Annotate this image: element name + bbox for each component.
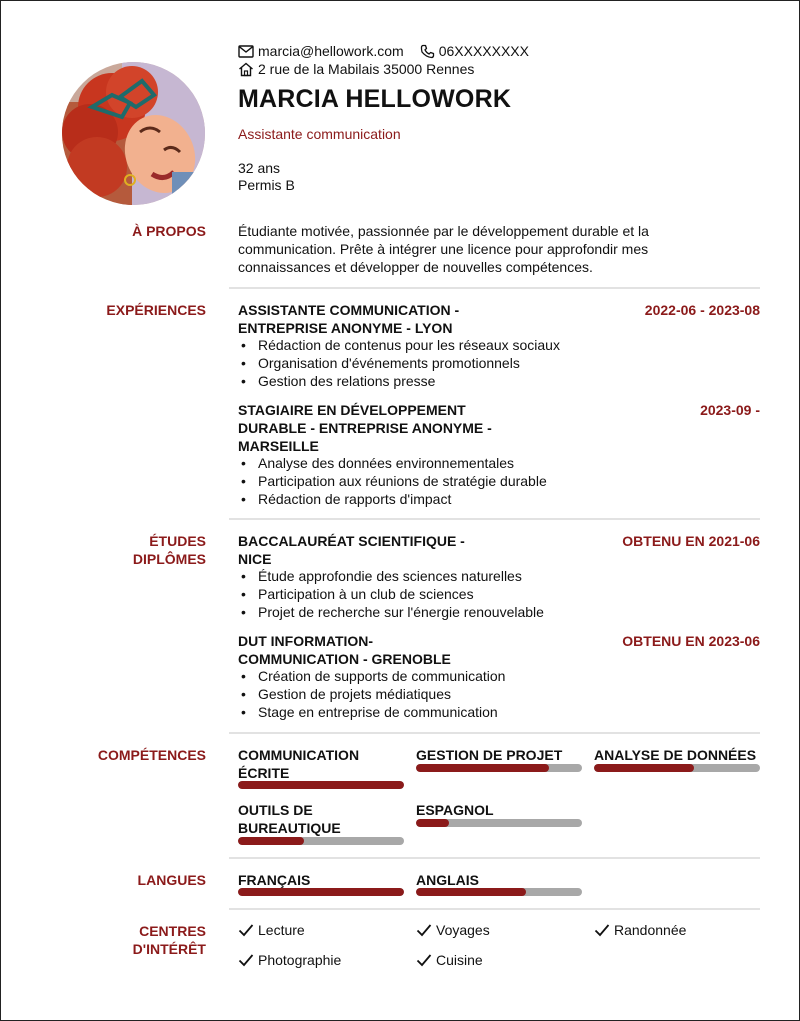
- skill-item: [238, 746, 404, 782]
- education-entry: [238, 632, 760, 721]
- language-item: [238, 871, 404, 889]
- education-entry: [238, 532, 760, 621]
- skill-level-fill: [238, 781, 404, 789]
- list-item: • Stage en entreprise de communication: [238, 704, 760, 722]
- language-level-fill: [238, 888, 404, 896]
- entry-title: DUT INFORMATION-COMMUNICATION - GRENOBLE: [238, 633, 451, 667]
- checkmark-icon: [594, 923, 610, 937]
- list-item: • Participation aux réunions de stratégie durable: [238, 473, 760, 491]
- language-level-bar: [416, 888, 582, 896]
- section-label-line: CENTRES: [139, 923, 206, 939]
- interest-label: Randonnée: [614, 922, 687, 938]
- section-label-interests: [61, 922, 206, 958]
- address-text: 2 rue de la Mabilais 35000 Rennes: [258, 61, 475, 77]
- section-divider: [229, 287, 760, 289]
- interest-item: [416, 922, 490, 938]
- entry-title: BACCALAURÉAT SCIENTIFIQUE - NICE: [238, 533, 465, 567]
- section-label-experiences: EXPÉRIENCES: [106, 302, 206, 318]
- interest-label: Lecture: [258, 922, 305, 938]
- section-label-languages: LANGUES: [137, 872, 206, 888]
- profile-avatar: [62, 62, 205, 205]
- skill-name: OUTILS DE BUREAUTIQUE: [238, 802, 341, 836]
- skill-level-bar: [416, 819, 582, 827]
- license-text: Permis B: [238, 177, 295, 193]
- list-item: • Analyse des données environnementales: [238, 455, 760, 473]
- skill-name: COMMUNICATION ÉCRITE: [238, 747, 360, 781]
- section-label-line: DIPLÔMES: [132, 551, 206, 567]
- checkmark-icon: [238, 923, 254, 937]
- skill-level-fill: [238, 837, 304, 845]
- skill-level-fill: [416, 819, 449, 827]
- list-item: • Rédaction de rapports d'impact: [238, 491, 760, 509]
- list-item: • Création de supports de communication: [238, 668, 760, 686]
- list-item: • Projet de recherche sur l'énergie renouvelable: [238, 604, 760, 622]
- skill-level-bar: [416, 764, 582, 772]
- checkmark-icon: [238, 953, 254, 967]
- language-item: [416, 871, 582, 889]
- job-title: Assistante communication: [238, 126, 401, 142]
- candidate-name: MARCIA HELLOWORK: [238, 85, 512, 113]
- list-item: • Organisation d'événements promotionnels: [238, 355, 760, 373]
- list-item: • Gestion de projets médiatiques: [238, 686, 760, 704]
- skill-level-bar: [594, 764, 760, 772]
- email-contact[interactable]: [238, 43, 404, 59]
- mail-icon: [238, 45, 254, 58]
- age-text: 32 ans: [238, 160, 281, 176]
- about-text: Étudiante motivée, passionnée par le développement durable et la communication. Prête à intégrer une licence pour approfondir mes connaissances et développer de nouvelles compétences.: [238, 223, 649, 275]
- phone-contact[interactable]: [420, 43, 529, 59]
- bullet-list: [238, 455, 760, 508]
- contact-row-top: [238, 42, 545, 60]
- entry-title: ASSISTANTE COMMUNICATION - ENTREPRISE ANONYME - LYON: [238, 302, 460, 336]
- section-label-line: ÉTUDES: [149, 533, 206, 549]
- entry-date: 2023-09 -: [700, 402, 760, 418]
- bullet-list: [238, 337, 760, 390]
- skill-item: [594, 746, 760, 764]
- skill-level-fill: [594, 764, 694, 772]
- entry-date: OBTENU EN 2023-06: [622, 633, 760, 649]
- contact-row-address: [238, 60, 490, 78]
- checkmark-icon: [416, 923, 432, 937]
- interest-label: Voyages: [436, 922, 490, 938]
- address-contact: [238, 61, 474, 77]
- interest-item: [416, 952, 483, 968]
- section-label-studies: [61, 532, 206, 568]
- bullet-list: [238, 568, 760, 621]
- skill-item: [416, 801, 582, 819]
- skill-level-bar: [238, 837, 404, 845]
- skill-name: GESTION DE PROJET: [416, 747, 563, 763]
- section-label-skills: COMPÉTENCES: [97, 747, 206, 763]
- interest-label: Cuisine: [436, 952, 483, 968]
- language-level-fill: [416, 888, 526, 896]
- language-level-bar: [238, 888, 404, 896]
- skill-name: ANALYSE DE DONNÉES: [594, 747, 757, 763]
- checkmark-icon: [416, 953, 432, 967]
- section-divider: [229, 518, 760, 520]
- entry-date: 2022-06 - 2023-08: [644, 302, 760, 318]
- list-item: • Gestion des relations presse: [238, 373, 760, 391]
- interest-item: [594, 922, 686, 938]
- list-item: • Participation à un club de sciences: [238, 586, 760, 604]
- skill-level-bar: [238, 781, 404, 789]
- section-label-line: D'INTÉRÊT: [132, 941, 206, 957]
- list-item: • Étude approfondie des sciences naturelles: [238, 568, 760, 586]
- language-name: ANGLAIS: [416, 872, 479, 888]
- skill-level-fill: [416, 764, 549, 772]
- section-divider: [229, 732, 760, 734]
- interest-item: [238, 952, 341, 968]
- skill-name: ESPAGNOL: [416, 802, 494, 818]
- section-divider: [229, 857, 760, 859]
- interest-item: [238, 922, 305, 938]
- experience-entry: [238, 401, 760, 508]
- language-name: FRANÇAIS: [238, 872, 311, 888]
- section-divider: [229, 908, 760, 910]
- skill-item: [238, 801, 404, 837]
- interest-label: Photographie: [258, 952, 342, 968]
- entry-title: STAGIAIRE EN DÉVELOPPEMENT DURABLE - ENTREPRISE ANONYME - MARSEILLE: [238, 402, 492, 454]
- experience-entry: [238, 301, 760, 390]
- home-icon: [238, 62, 254, 77]
- phone-icon: [420, 44, 435, 59]
- email-text: marcia@hellowork.com: [258, 43, 404, 59]
- list-item: • Rédaction de contenus pour les réseaux sociaux: [238, 337, 760, 355]
- entry-date: OBTENU EN 2021-06: [622, 533, 760, 549]
- phone-text: 06XXXXXXXX: [438, 43, 529, 59]
- section-label-about: À PROPOS: [132, 223, 206, 239]
- bullet-list: [238, 668, 760, 721]
- skill-item: [416, 746, 582, 764]
